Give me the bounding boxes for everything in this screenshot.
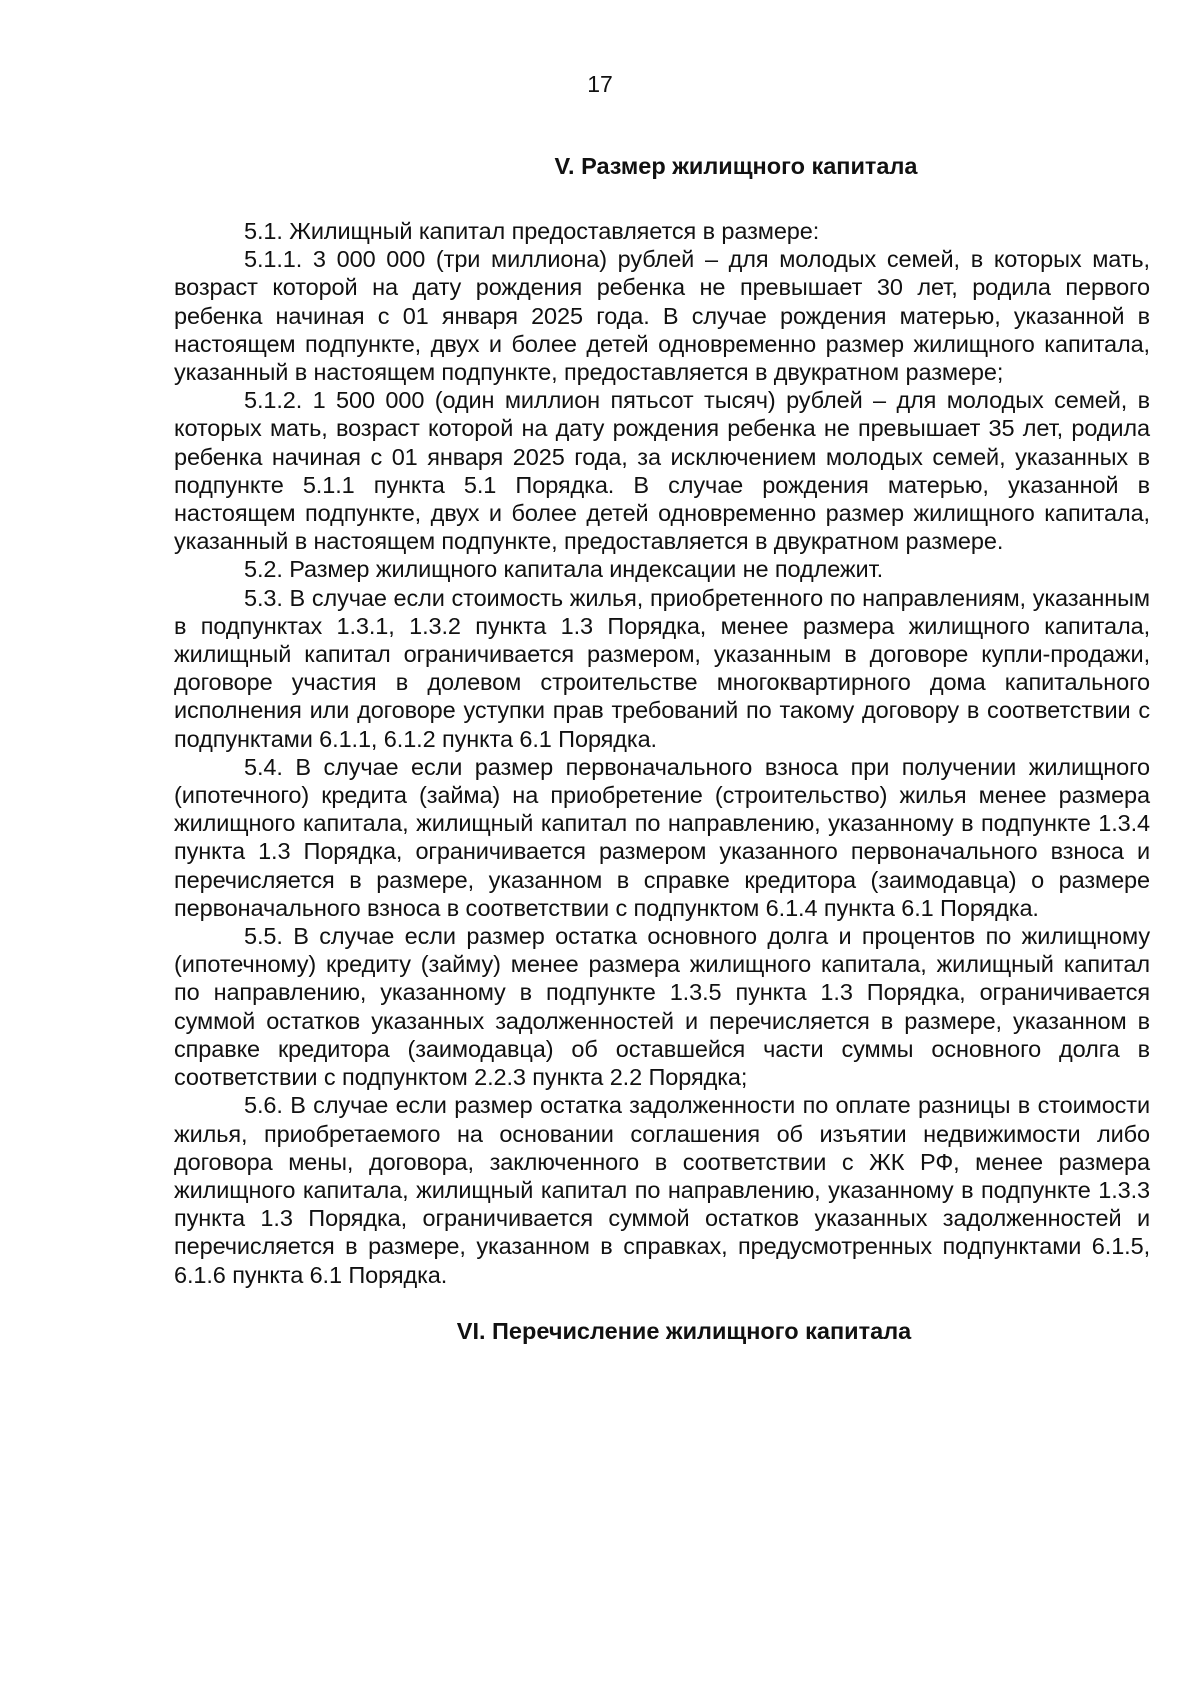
paragraph-5-5: 5.5. В случае если размер остатка основного долга и процентов по жилищному (ипотечному) кредиту (займу) менее размера жилищного капитала, жилищный капитал по направлению, указанному в подпункте 1.3.5 пункта 1.3 Порядка, ограничивается суммой остатков указанных задолженностей и перечисляется в размере, указанном в справке кредитора (заимодавца) об оставшейся части суммы основного долга в соответствии с подпунктом 2.2.3 пункта 2.2 Порядка; [174, 923, 1150, 1091]
paragraph-5-4: 5.4. В случае если размер первоначального взноса при получении жилищного (ипотечного) кредита (займа) на приобретение (строительство) жилья менее размера жилищного капитала, жилищный капитал по направлению, указанному в подпункте 1.3.4 пункта 1.3 Порядка, ограничивается размером указанного первоначального взноса и перечисляется в размере, указанном в справке кредитора (заимодавца) о размере первоначального взноса в соответствии с подпунктом 6.1.4 пункта 6.1 Порядка. [174, 753, 1150, 921]
paragraph-5-1-2: 5.1.2. 1 500 000 (один миллион пятьсот тысяч) рублей – для молодых семей, в которых мать, возраст которой на дату рождения ребенка не превышает 35 лет, родила ребенка начиная с 01 января 2025 года, за исключением молодых семей, указанных в подпункте 5.1.1 пункта 5.1 Порядка. В случае рождения матерью, указанной в настоящем подпункте, двух и более детей одновременно размер жилищного капитала, указанный в настоящем подпункте, предоставляется в двукратном размере. [174, 387, 1150, 555]
paragraph-5-6: 5.6. В случае если размер остатка задолженности по оплате разницы в стоимости жилья, приобретаемого на основании соглашения об изъятии недвижимости либо договора мены, договора, заключенного в соответствии с ЖК РФ, менее размера жилищного капитала, жилищный капитал по направлению, указанному в подпункте 1.3.3 пункта 1.3 Порядка, ограничивается суммой остатков указанных задолженностей и перечисляется в размере, указанном в справках, предусмотренных подпунктами 6.1.5, 6.1.6 пункта 6.1 Порядка. [174, 1092, 1150, 1288]
section-5-heading: V. Размер жилищного капитала [554, 153, 918, 179]
paragraph-5-1: 5.1. Жилищный капитал предоставляется в размере: [244, 218, 820, 244]
page-number: 17 [587, 71, 613, 97]
paragraph-5-2: 5.2. Размер жилищного капитала индексации не подлежит. [244, 556, 884, 583]
document-body [174, 152, 1150, 1345]
paragraph-5-3: 5.3. В случае если стоимость жилья, приобретенного по направлениям, указанным в подпунктах 1.3.1, 1.3.2 пункта 1.3 Порядка, менее размера жилищного капитала, жилищный капитал ограничивается размером, указанным в договоре купли-продажи, договоре участия в долевом строительстве многоквартирного дома капитального исполнения или договоре уступки прав требований по такому договору в соответствии с подпунктами 6.1.1, 6.1.2 пункта 6.1 Порядка. [174, 584, 1150, 752]
paragraph-5-1-1: 5.1.1. 3 000 000 (три миллиона) рублей – для молодых семей, в которых мать, возраст которой на дату рождения ребенка не превышает 30 лет, родила первого ребенка начиная с 01 января 2025 года. В случае рождения матерью, указанной в настоящем подпункте, двух и более детей одновременно размер жилищного капитала, указанный в настоящем подпункте, предоставляется в двукратном размере; [174, 246, 1150, 386]
section-6-heading: VI. Перечисление жилищного капитала [456, 1317, 912, 1344]
